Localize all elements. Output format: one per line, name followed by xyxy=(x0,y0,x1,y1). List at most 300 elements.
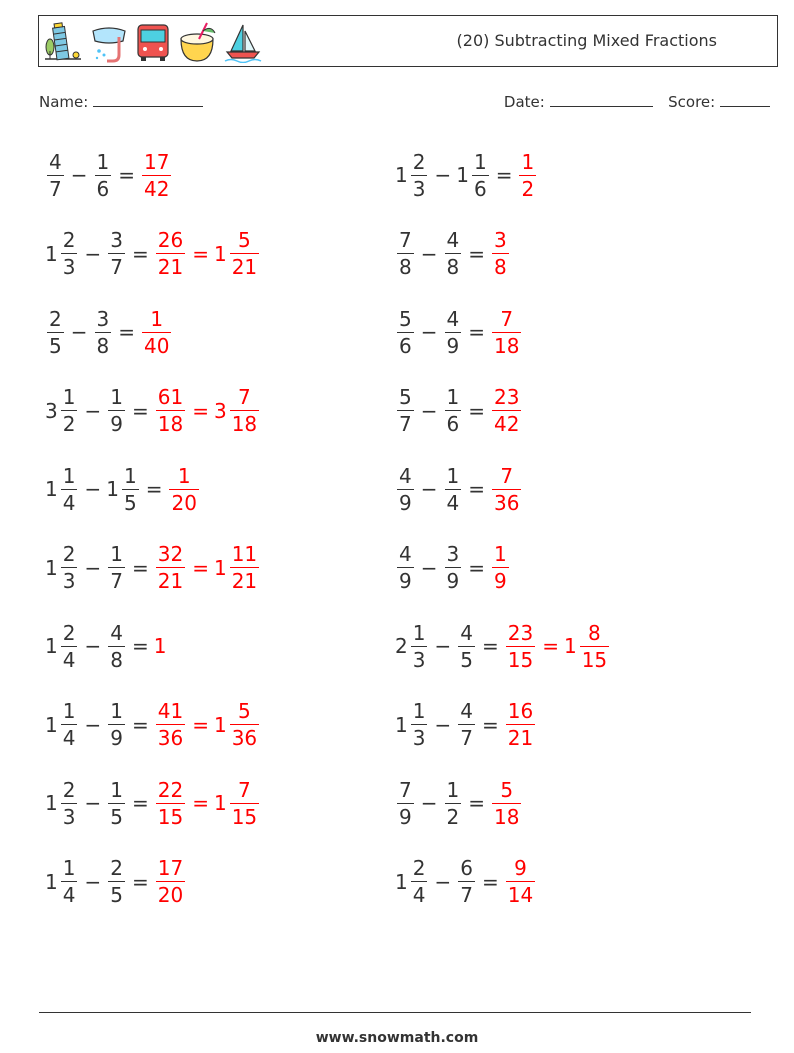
operand-b-numerator: 1 xyxy=(110,385,123,409)
operand-b-numerator: 4 xyxy=(460,620,473,645)
equals-sign: = xyxy=(468,477,485,501)
name-label: Name: xyxy=(39,93,89,111)
answer-mixed-fraction xyxy=(230,227,259,280)
problem-item xyxy=(395,766,523,840)
operand-a-fraction xyxy=(47,149,64,202)
answer-mixed-fraction xyxy=(230,541,259,594)
minus-sign: − xyxy=(434,634,452,658)
answer-fraction xyxy=(506,620,535,673)
equals-sign: = xyxy=(118,163,135,187)
operand-b-denominator: 5 xyxy=(460,647,473,672)
problem-item xyxy=(395,452,523,526)
operand-a-whole: 1 xyxy=(45,634,58,658)
answer-equals-sign: = xyxy=(542,634,559,658)
operand-b-denominator: 6 xyxy=(96,176,110,201)
answer-denominator: 42 xyxy=(494,412,520,436)
operand-a-numerator: 2 xyxy=(62,620,76,645)
problem-item xyxy=(45,452,201,526)
minus-sign: − xyxy=(84,869,102,894)
answer-mixed-whole: 1 xyxy=(563,634,577,658)
operand-b-numerator: 4 xyxy=(446,306,460,331)
operand-b-denominator: 9 xyxy=(446,333,460,358)
operand-a-denominator: 3 xyxy=(412,726,426,750)
answer-fraction xyxy=(492,541,509,594)
problem-item xyxy=(395,138,538,212)
operand-a-fraction xyxy=(411,698,428,751)
problem-item xyxy=(45,374,261,448)
problem-item xyxy=(45,766,261,840)
answer-mixed-denominator: 18 xyxy=(231,412,258,436)
operand-a-whole: 1 xyxy=(45,241,58,266)
equals-sign: = xyxy=(481,634,499,658)
operand-a-numerator: 2 xyxy=(49,306,62,331)
answer-fraction xyxy=(156,227,185,280)
answer-equals-sign: = xyxy=(192,241,209,266)
operand-b-numerator: 4 xyxy=(460,699,473,723)
answer-mixed-denominator: 21 xyxy=(231,569,258,593)
footer-rule xyxy=(39,1012,751,1013)
operand-b-fraction xyxy=(122,463,139,516)
equals-sign: = xyxy=(131,791,149,815)
operand-a-denominator: 4 xyxy=(412,883,426,907)
answer-mixed-fraction xyxy=(230,384,259,437)
operand-a-fraction xyxy=(397,306,414,359)
answer-fraction xyxy=(492,306,521,359)
operand-a-fraction xyxy=(61,620,78,673)
operand-a-numerator: 1 xyxy=(62,463,76,488)
answer-denominator: 14 xyxy=(507,883,534,907)
operand-b-whole: 1 xyxy=(456,163,469,187)
answer-fraction xyxy=(156,855,185,908)
answer-mixed-fraction xyxy=(230,698,259,751)
problem-item xyxy=(45,295,173,369)
answer-mixed-whole: 1 xyxy=(213,791,227,815)
answer xyxy=(154,384,261,437)
answer-denominator: 8 xyxy=(494,255,507,279)
answer xyxy=(154,541,261,594)
problem-item xyxy=(395,217,511,291)
minus-sign: − xyxy=(420,320,438,344)
problem-item xyxy=(45,217,261,291)
operand-b-denominator: 5 xyxy=(110,804,123,829)
operand-b-numerator: 1 xyxy=(446,777,460,802)
minus-sign: − xyxy=(70,320,88,344)
answer-mixed-fraction xyxy=(580,620,609,673)
minus-sign: − xyxy=(420,791,438,815)
operand-a-whole: 1 xyxy=(395,869,408,894)
operand-a-numerator: 1 xyxy=(62,699,76,723)
date-line xyxy=(550,92,653,107)
minus-sign: − xyxy=(84,555,102,580)
operand-a-fraction xyxy=(61,384,78,437)
operand-a-fraction xyxy=(397,541,414,594)
minus-sign: − xyxy=(84,791,102,815)
problem-item xyxy=(45,845,187,919)
answer xyxy=(154,855,187,908)
answer-numerator: 9 xyxy=(514,856,527,880)
answer-mixed-whole: 1 xyxy=(213,712,227,737)
operand-b-denominator: 6 xyxy=(446,412,460,436)
operand-b-fraction xyxy=(445,306,462,359)
operand-a-denominator: 3 xyxy=(62,255,76,279)
answer-numerator: 22 xyxy=(157,777,184,802)
operand-b-fraction xyxy=(472,149,489,202)
operand-a-whole: 3 xyxy=(45,398,58,423)
operand-a-fraction xyxy=(61,463,78,516)
answer-denominator: 40 xyxy=(144,333,170,358)
operand-a-denominator: 7 xyxy=(49,176,62,201)
answer-denominator: 36 xyxy=(157,726,184,750)
answer-equals-sign: = xyxy=(192,791,209,815)
answer-mixed-numerator: 11 xyxy=(231,542,258,566)
operand-a-whole: 1 xyxy=(395,163,408,187)
answer xyxy=(490,227,511,280)
operand-b-denominator: 9 xyxy=(446,569,460,593)
answer-equals-sign: = xyxy=(192,398,209,423)
operand-b-fraction xyxy=(108,227,125,280)
operand-b-numerator: 1 xyxy=(96,149,110,174)
equals-sign: = xyxy=(131,241,149,266)
operand-a-fraction xyxy=(397,227,414,280)
header-icons xyxy=(43,19,263,65)
operand-a-fraction xyxy=(47,306,64,359)
answer-mixed-numerator: 7 xyxy=(238,385,251,409)
answer-fraction xyxy=(492,384,521,437)
answer-denominator: 15 xyxy=(507,647,534,672)
equals-sign: = xyxy=(468,555,485,580)
answer-numerator: 1 xyxy=(521,149,535,174)
operand-a-denominator: 9 xyxy=(399,490,412,515)
operand-a-fraction xyxy=(61,698,78,751)
operand-b-denominator: 4 xyxy=(446,490,460,515)
equals-sign: = xyxy=(481,869,499,894)
answer-numerator: 41 xyxy=(157,699,184,723)
problem-item xyxy=(395,374,523,448)
equals-sign: = xyxy=(468,320,485,344)
operand-b-fraction xyxy=(458,855,475,908)
date-score-fields xyxy=(504,92,770,111)
equals-sign: = xyxy=(468,398,485,423)
operand-a-denominator: 9 xyxy=(399,569,412,593)
operand-b-denominator: 8 xyxy=(110,647,123,672)
minus-sign: − xyxy=(434,869,452,894)
minus-sign: − xyxy=(434,163,452,187)
operand-b-fraction xyxy=(458,698,475,751)
answer-numerator: 61 xyxy=(157,385,184,409)
answer-numerator: 16 xyxy=(507,699,534,723)
equals-sign: = xyxy=(481,712,499,737)
minus-sign: − xyxy=(420,477,438,501)
operand-a-denominator: 3 xyxy=(412,647,426,672)
equals-sign: = xyxy=(468,791,485,815)
answer-numerator: 3 xyxy=(494,228,507,252)
operand-a-numerator: 5 xyxy=(399,385,412,409)
answer xyxy=(154,227,261,280)
answer-denominator: 15 xyxy=(157,804,184,829)
answer-fraction xyxy=(142,149,171,202)
answer xyxy=(154,698,261,751)
answer-mixed-whole: 1 xyxy=(213,555,227,580)
minus-sign: − xyxy=(420,398,438,423)
operand-a-denominator: 6 xyxy=(399,333,412,358)
answer xyxy=(140,306,173,359)
operand-a-fraction xyxy=(61,541,78,594)
operand-b-denominator: 7 xyxy=(460,726,473,750)
operand-a-numerator: 1 xyxy=(62,856,76,880)
answer-numerator: 26 xyxy=(157,228,184,252)
operand-a-denominator: 3 xyxy=(412,176,426,201)
problem-item xyxy=(395,295,523,369)
answer-denominator: 36 xyxy=(494,490,520,515)
answer xyxy=(490,384,523,437)
answer-denominator: 42 xyxy=(144,176,170,201)
answer-numerator: 1 xyxy=(177,463,191,488)
answer xyxy=(504,698,537,751)
answer-numerator: 1 xyxy=(494,542,507,566)
operand-b-fraction xyxy=(445,463,462,516)
operand-a-numerator: 5 xyxy=(399,306,412,331)
answer-fraction xyxy=(142,306,171,359)
operand-a-fraction xyxy=(61,855,78,908)
answer-fraction xyxy=(492,227,509,280)
operand-a-fraction xyxy=(397,384,414,437)
answer xyxy=(490,777,523,830)
operand-a-whole: 1 xyxy=(395,712,408,737)
operand-b-numerator: 1 xyxy=(123,463,137,488)
operand-a-denominator: 3 xyxy=(62,569,76,593)
problem-item xyxy=(45,138,173,212)
answer xyxy=(154,777,261,830)
answer-mixed-numerator: 5 xyxy=(238,228,251,252)
answer-mixed-denominator: 36 xyxy=(231,726,258,750)
operand-a-denominator: 4 xyxy=(62,883,76,907)
answer-fraction xyxy=(156,541,185,594)
operand-a-numerator: 4 xyxy=(49,149,62,174)
answer-numerator: 23 xyxy=(507,620,534,645)
answer xyxy=(504,620,611,673)
answer-numerator: 17 xyxy=(144,149,170,174)
operand-b-denominator: 9 xyxy=(110,412,123,436)
answer xyxy=(517,149,538,202)
header-box xyxy=(38,15,778,67)
equals-sign: = xyxy=(131,869,149,894)
operand-a-fraction xyxy=(411,855,428,908)
operand-a-numerator: 2 xyxy=(412,149,426,174)
operand-a-whole: 1 xyxy=(45,712,58,737)
operand-a-numerator: 2 xyxy=(412,856,426,880)
answer-fraction xyxy=(156,777,185,830)
operand-a-numerator: 2 xyxy=(62,228,76,252)
minus-sign: − xyxy=(70,163,88,187)
operand-a-whole: 2 xyxy=(395,634,408,658)
answer xyxy=(490,541,511,594)
operand-b-numerator: 3 xyxy=(110,228,123,252)
operand-b-denominator: 5 xyxy=(123,490,137,515)
equals-sign: = xyxy=(468,241,485,266)
answer-numerator: 7 xyxy=(500,463,514,488)
name-field xyxy=(39,92,203,111)
answer-mixed-fraction xyxy=(230,777,259,830)
answer-denominator: 18 xyxy=(494,804,520,829)
operand-b-denominator: 7 xyxy=(110,569,123,593)
answer xyxy=(167,463,200,516)
equals-sign: = xyxy=(495,163,513,187)
answer-equals-sign: = xyxy=(192,555,209,580)
operand-a-denominator: 9 xyxy=(399,804,412,829)
minus-sign: − xyxy=(420,555,438,580)
score-line xyxy=(720,92,770,107)
coconut-drink-icon xyxy=(177,21,217,63)
operand-a-fraction xyxy=(61,777,78,830)
operand-a-fraction xyxy=(411,620,428,673)
operand-b-denominator: 5 xyxy=(110,883,123,907)
operand-b-denominator: 7 xyxy=(110,255,123,279)
answer-fraction xyxy=(169,463,198,516)
answer-fraction xyxy=(492,463,521,516)
answer xyxy=(140,149,173,202)
answer-fraction xyxy=(492,777,521,830)
answer-whole: 1 xyxy=(153,634,167,658)
minus-sign: − xyxy=(420,241,438,266)
operand-b-denominator: 8 xyxy=(446,255,460,279)
answer-fraction xyxy=(156,384,185,437)
operand-a-whole: 1 xyxy=(45,791,58,815)
operand-a-whole: 1 xyxy=(45,555,58,580)
problem-item xyxy=(45,688,261,762)
operand-a-fraction xyxy=(397,777,414,830)
leaning-tower-icon xyxy=(43,21,83,63)
operand-b-denominator: 6 xyxy=(473,176,487,201)
operand-b-fraction xyxy=(108,698,125,751)
operand-a-numerator: 1 xyxy=(62,385,76,409)
answer-numerator: 23 xyxy=(494,385,520,409)
operand-b-denominator: 9 xyxy=(110,726,123,750)
answer-mixed-numerator: 7 xyxy=(238,777,251,802)
operand-b-fraction xyxy=(445,541,462,594)
answer-mixed-whole: 1 xyxy=(213,241,227,266)
answer-numerator: 17 xyxy=(157,856,184,880)
operand-a-fraction xyxy=(411,149,428,202)
operand-b-numerator: 6 xyxy=(460,856,473,880)
minus-sign: − xyxy=(84,241,102,266)
operand-b-numerator: 1 xyxy=(110,542,123,566)
operand-b-fraction xyxy=(95,306,112,359)
answer-mixed-numerator: 8 xyxy=(588,620,601,645)
answer-equals-sign: = xyxy=(192,712,209,737)
answer-numerator: 1 xyxy=(150,306,164,331)
answer-fraction xyxy=(506,855,535,908)
answer-denominator: 20 xyxy=(157,883,184,907)
answer-fraction xyxy=(506,698,535,751)
equals-sign: = xyxy=(118,320,135,344)
operand-a-denominator: 4 xyxy=(62,490,76,515)
answer-denominator: 20 xyxy=(171,490,197,515)
minus-sign: − xyxy=(84,398,102,423)
bus-icon xyxy=(135,21,171,63)
problem-item xyxy=(395,845,537,919)
operand-b-fraction xyxy=(108,384,125,437)
operand-b-numerator: 1 xyxy=(110,699,123,723)
answer-mixed-whole: 3 xyxy=(213,398,227,423)
answer-denominator: 21 xyxy=(507,726,534,750)
operand-b-numerator: 3 xyxy=(446,542,460,566)
answer-denominator: 21 xyxy=(157,569,184,593)
operand-a-numerator: 1 xyxy=(412,620,426,645)
answer-denominator: 2 xyxy=(521,176,535,201)
answer-mixed-denominator: 15 xyxy=(231,804,258,829)
equals-sign: = xyxy=(145,477,163,501)
operand-b-numerator: 4 xyxy=(110,620,123,645)
operand-b-fraction xyxy=(445,227,462,280)
answer-fraction xyxy=(519,149,536,202)
answer-numerator: 32 xyxy=(157,542,184,566)
operand-a-numerator: 4 xyxy=(399,542,412,566)
operand-b-numerator: 4 xyxy=(446,228,460,252)
answer-fraction xyxy=(156,698,185,751)
equals-sign: = xyxy=(131,398,149,423)
operand-b-fraction xyxy=(95,149,112,202)
snorkel-mask-icon xyxy=(89,21,129,63)
operand-b-fraction xyxy=(108,541,125,594)
minus-sign: − xyxy=(434,712,452,737)
answer-mixed-numerator: 5 xyxy=(238,699,251,723)
answer-numerator: 5 xyxy=(500,777,514,802)
operand-a-denominator: 3 xyxy=(62,804,76,829)
operand-b-denominator: 8 xyxy=(96,333,110,358)
operand-a-denominator: 5 xyxy=(49,333,62,358)
operand-a-denominator: 7 xyxy=(399,412,412,436)
operand-a-numerator: 1 xyxy=(412,699,426,723)
minus-sign: − xyxy=(84,712,102,737)
operand-b-denominator: 2 xyxy=(446,804,460,829)
answer-denominator: 21 xyxy=(157,255,184,279)
name-line xyxy=(93,92,203,107)
operand-a-fraction xyxy=(61,227,78,280)
operand-a-numerator: 2 xyxy=(62,777,76,802)
operand-a-numerator: 4 xyxy=(399,463,412,488)
operand-b-numerator: 1 xyxy=(110,777,123,802)
operand-b-numerator: 1 xyxy=(446,463,460,488)
footer-url: www.snowmath.com xyxy=(315,1030,479,1046)
operand-a-whole: 1 xyxy=(45,477,58,501)
operand-a-denominator: 4 xyxy=(62,647,76,672)
operand-b-fraction xyxy=(445,384,462,437)
operand-a-denominator: 4 xyxy=(62,726,76,750)
answer xyxy=(154,633,168,659)
minus-sign: − xyxy=(84,634,102,658)
operand-b-numerator: 3 xyxy=(96,306,110,331)
operand-b-fraction xyxy=(445,777,462,830)
operand-b-fraction xyxy=(108,777,125,830)
problem-item xyxy=(45,531,261,605)
score-label: Score: xyxy=(668,93,716,111)
operand-b-whole: 1 xyxy=(106,477,119,501)
operand-b-numerator: 1 xyxy=(473,149,487,174)
problem-item xyxy=(395,531,511,605)
answer-denominator: 18 xyxy=(157,412,184,436)
answer-numerator: 7 xyxy=(500,306,514,331)
answer-mixed-denominator: 21 xyxy=(231,255,258,279)
operand-a-numerator: 7 xyxy=(399,777,412,802)
answer-denominator: 18 xyxy=(494,333,520,358)
answer-mixed-denominator: 15 xyxy=(581,647,608,672)
date-label: Date: xyxy=(503,93,545,111)
problem-item xyxy=(45,609,167,683)
operand-a-denominator: 8 xyxy=(399,255,412,279)
equals-sign: = xyxy=(131,555,149,580)
page-title: (20) Subtracting Mixed Fractions xyxy=(456,31,717,50)
operand-b-fraction xyxy=(458,620,475,673)
